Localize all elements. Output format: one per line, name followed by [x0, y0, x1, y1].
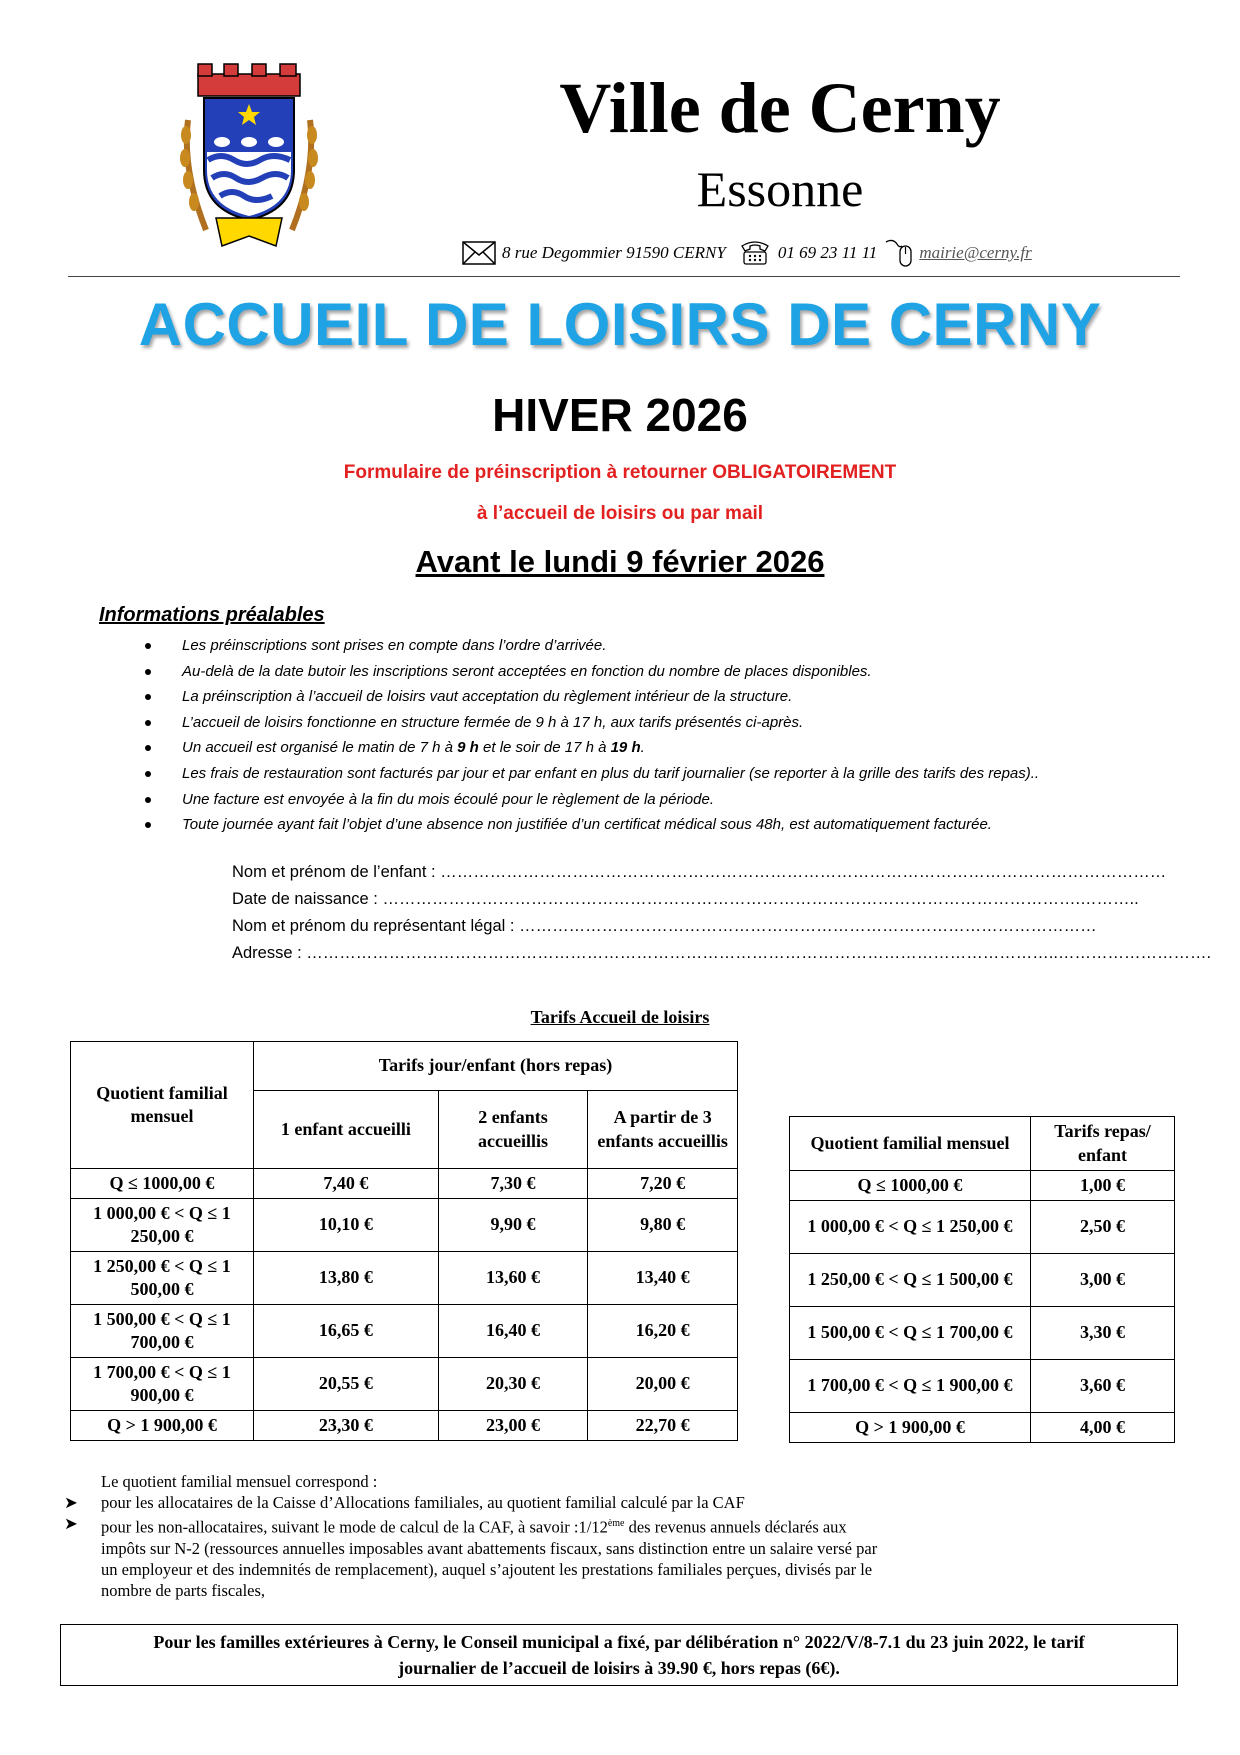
info-heading: Informations préalables	[99, 604, 325, 626]
repas-table	[789, 1116, 1175, 1443]
table-cell-qf: 1 250,00 € < Q ≤ 1 500,00 €	[71, 1252, 254, 1305]
info-list	[140, 633, 1180, 838]
table-cell-qf: 1 500,00 € < Q ≤ 1 700,00 €	[790, 1307, 1031, 1360]
list-item-text: Toute journée ayant fait l’objet d’une absence non justifiée d’un certificat médical sous 48h, est automatiquement facturée.	[182, 816, 992, 834]
list-item-text: La préinscription à l’accueil de loisirs vaut acceptation du règlement intérieur de la structure.	[182, 688, 793, 706]
table-cell: 7,30 €	[438, 1169, 588, 1199]
field-label: Nom et prénom de l’enfant :	[232, 863, 441, 881]
note-continuation: impôts sur N-2 (ressources annuelles imposables avant abattements fiscaux, sans distinction entre un salaire versé par	[101, 1538, 878, 1558]
mouse-icon	[883, 238, 913, 268]
note-intro: Le quotient familial mensuel correspond :	[101, 1472, 378, 1491]
table-header-row	[71, 1042, 738, 1091]
table-cell: 20,00 €	[588, 1358, 738, 1411]
field-blank[interactable]: ……………………………………………………………………………………………	[519, 917, 1097, 935]
table-cell: 3,00 €	[1031, 1254, 1175, 1307]
bullet-icon	[145, 643, 151, 649]
quotient-note	[64, 1471, 989, 1601]
table-cell: 13,60 €	[438, 1252, 588, 1305]
list-item	[140, 684, 1180, 710]
list-item	[140, 659, 1180, 685]
column-header-price: Tarifs repas/ enfant	[1031, 1117, 1175, 1171]
table-row	[790, 1413, 1175, 1443]
table-row	[790, 1307, 1175, 1360]
table-cell: 10,10 €	[253, 1199, 438, 1252]
field-label: Date de naissance :	[232, 890, 383, 908]
note-text: des revenus annuels déclarés aux	[624, 1517, 847, 1537]
table-cell-qf: 1 000,00 € < Q ≤ 1 250,00 €	[71, 1199, 254, 1252]
table-cell: 4,00 €	[1031, 1413, 1175, 1443]
note-line: Pour les familles extérieures à Cerny, le Conseil municipal a fixé, par délibération n° 2022/V/8-7.1 du 23 juin 2022, le tarif	[153, 1632, 1085, 1652]
list-item	[140, 633, 1180, 659]
table-cell-qf: 1 000,00 € < Q ≤ 1 250,00 €	[790, 1201, 1031, 1254]
list-item-text: Un accueil est organisé le matin de 7 h à	[182, 739, 458, 757]
note-text: pour les allocataires de la Caisse d’Allocations familiales, au quotient familial calculé par la CAF	[101, 1493, 745, 1512]
table-row	[71, 1305, 738, 1358]
note-continuation: nombre de parts fiscales,	[101, 1580, 266, 1600]
list-item-text: et le soir de 17 h à	[478, 739, 611, 757]
list-item-text: .	[640, 739, 645, 757]
table-cell-qf: 1 500,00 € < Q ≤ 1 700,00 €	[71, 1305, 254, 1358]
table-cell: 23,00 €	[438, 1411, 588, 1441]
external-families-note	[60, 1624, 1178, 1686]
bullet-icon	[145, 745, 151, 751]
table-row	[790, 1201, 1175, 1254]
field-label: Nom et prénom du représentant légal :	[232, 917, 520, 935]
list-item	[140, 710, 1180, 736]
list-item-bold: 9 h	[457, 739, 479, 757]
note-line: journalier de l’accueil de loisirs à 39.90 €, hors repas (6€).	[398, 1658, 840, 1678]
field-label: Adresse :	[232, 944, 307, 962]
birth-date-field[interactable]	[232, 890, 1139, 909]
season-title: HIVER 2026	[492, 389, 748, 441]
list-item-bold: 19 h	[610, 739, 641, 757]
bullet-icon	[145, 771, 151, 777]
table-cell: 9,90 €	[438, 1199, 588, 1252]
list-item-text: Au-delà de la date butoir les inscriptions seront acceptées en fonction du nombre de places disponibles.	[182, 662, 872, 680]
table-cell-qf: Q ≤ 1000,00 €	[790, 1171, 1031, 1201]
phone-text: 01 69 23 11 11	[777, 243, 878, 262]
column-header-qf: Quotient familial mensuel	[71, 1042, 254, 1169]
contact-line	[462, 238, 1032, 268]
table-row	[71, 1411, 738, 1441]
table-cell: 22,70 €	[588, 1411, 738, 1441]
guardian-name-field[interactable]	[232, 917, 1097, 936]
page-title: ACCUEIL DE LOISIRS DE CERNY	[138, 291, 1102, 358]
address-text: 8 rue Degommier 91590 CERNY	[502, 243, 726, 262]
table-cell: 20,30 €	[438, 1358, 588, 1411]
column-header: 1 enfant accueilli	[253, 1091, 438, 1169]
note-continuation: un employeur et des indemnités de remplacement), auquel s’ajoutent les prestations familiales perçues, divisés par le	[101, 1559, 873, 1579]
table-row	[790, 1254, 1175, 1307]
arrow-bullet-icon: ➤	[64, 1493, 78, 1512]
list-item-text: L’accueil de loisirs fonctionne en structure fermée de 9 h à 17 h, aux tarifs présentés ci-après.	[182, 713, 804, 731]
list-item	[140, 787, 1180, 813]
table-row	[790, 1360, 1175, 1413]
column-header: A partir de 3 enfants accueillis	[588, 1091, 738, 1169]
table-cell: 7,40 €	[253, 1169, 438, 1199]
coat-of-arms-graphic	[176, 60, 322, 250]
table-cell-qf: 1 700,00 € < Q ≤ 1 900,00 €	[71, 1358, 254, 1411]
bullet-icon	[145, 669, 151, 675]
list-item-text: Une facture est envoyée à la fin du mois écoulé pour le règlement de la période.	[182, 790, 714, 808]
table-cell-qf: 1 250,00 € < Q ≤ 1 500,00 €	[790, 1254, 1031, 1307]
table-cell: 20,55 €	[253, 1358, 438, 1411]
table-cell: 9,80 €	[588, 1199, 738, 1252]
tarif-table	[70, 1041, 738, 1441]
table-cell: 1,00 €	[1031, 1171, 1175, 1201]
address-field[interactable]	[232, 944, 1211, 963]
table-cell: 3,60 €	[1031, 1360, 1175, 1413]
coat-of-arms	[176, 60, 322, 250]
table-cell: 23,30 €	[253, 1411, 438, 1441]
list-item	[140, 735, 1180, 761]
city-subtitle: Essonne	[696, 161, 864, 217]
list-item-text: Les préinscriptions sont prises en compte dans l’ordre d’arrivée.	[182, 637, 607, 654]
table-row	[790, 1171, 1175, 1201]
city-title: Ville de Cerny	[559, 68, 1001, 148]
table-cell-qf: Q > 1 900,00 €	[790, 1413, 1031, 1443]
tarifs-title: Tarifs Accueil de loisirs	[530, 1007, 710, 1027]
note-bullet-2	[64, 1513, 989, 1538]
envelope-icon	[462, 240, 496, 266]
bullet-icon	[145, 720, 151, 726]
column-header: 2 enfants accueillis	[438, 1091, 588, 1169]
header-divider	[68, 276, 1180, 277]
note-text: pour les non-allocataires, suivant le mode de calcul de la CAF, à savoir :1/12	[101, 1517, 608, 1537]
bullet-icon	[145, 822, 151, 828]
bullet-icon	[145, 694, 151, 700]
arrow-bullet-icon: ➤	[64, 1514, 78, 1533]
note-bullet-1	[64, 1492, 989, 1513]
column-header-group: Tarifs jour/enfant (hors repas)	[253, 1042, 737, 1091]
table-row	[71, 1169, 738, 1199]
field-blank[interactable]: ……………………………………………………………………………………………………………….………..	[382, 890, 1139, 908]
table-row	[71, 1199, 738, 1252]
list-item-text: Les frais de restauration sont facturés par jour et par enfant en plus du tarif journalier (se reporter à la grille des tarifs des repas)..	[182, 764, 1040, 782]
table-cell: 3,30 €	[1031, 1307, 1175, 1360]
table-cell: 16,40 €	[438, 1305, 588, 1358]
table-cell: 16,20 €	[588, 1305, 738, 1358]
list-item	[140, 761, 1180, 787]
table-row	[71, 1252, 738, 1305]
table-cell: 13,40 €	[588, 1252, 738, 1305]
form-note-line-2: à l’accueil de loisirs ou par mail	[476, 503, 764, 524]
table-header-row	[790, 1117, 1175, 1171]
table-cell-qf: Q ≤ 1000,00 €	[71, 1169, 254, 1199]
table-cell: 16,65 €	[253, 1305, 438, 1358]
form-note-line-1: Formulaire de préinscription à retourner OBLIGATOIREMENT	[343, 462, 897, 483]
list-item	[140, 812, 1180, 838]
column-header-qf: Quotient familial mensuel	[790, 1117, 1031, 1171]
bullet-icon	[145, 797, 151, 803]
table-cell: 7,20 €	[588, 1169, 738, 1199]
field-blank[interactable]: ………………………………………………………………………………………………………………………..……………………….	[306, 944, 1212, 962]
child-name-field[interactable]	[232, 863, 1166, 882]
table-row	[71, 1358, 738, 1411]
table-cell: 2,50 €	[1031, 1201, 1175, 1254]
table-cell: 13,80 €	[253, 1252, 438, 1305]
email-link[interactable]: mairie@cerny.fr	[919, 243, 1032, 262]
note-superscript: ème	[607, 1518, 625, 1529]
telephone-icon	[738, 240, 772, 266]
table-cell-qf: 1 700,00 € < Q ≤ 1 900,00 €	[790, 1360, 1031, 1413]
field-blank[interactable]: ……………………………………………………………………………………………………………………	[440, 863, 1167, 881]
table-cell-qf: Q > 1 900,00 €	[71, 1411, 254, 1441]
deadline: Avant le lundi 9 février 2026	[415, 544, 825, 579]
